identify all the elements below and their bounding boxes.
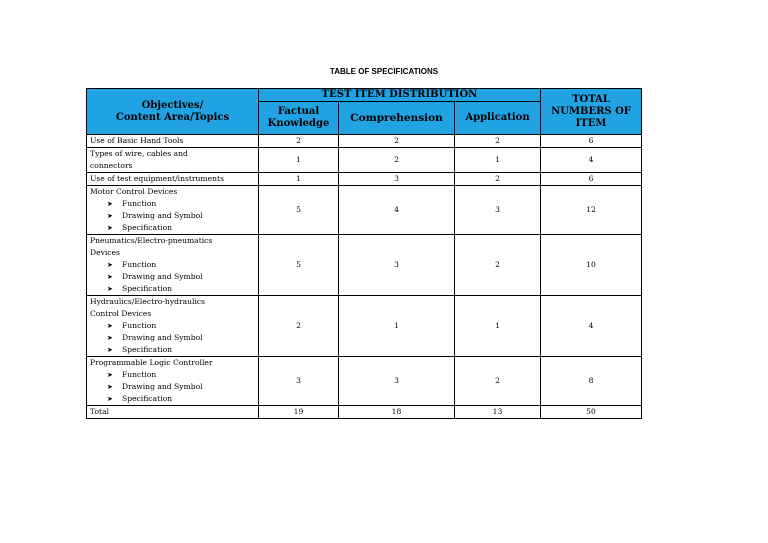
table-row [87,357,642,406]
topic-label-continued: Devices [90,248,120,257]
total-header: TOTAL NUMBERS OF ITEM [541,89,642,135]
application-cell: 2 [455,135,541,148]
subtopic-label: Specification [122,223,173,232]
comprehension-cell: 2 [339,135,455,148]
subtopic-item [90,283,255,295]
table-row [87,186,642,235]
totals-factual-cell: 19 [259,406,339,419]
subtopic-label: Drawing and Symbol [122,382,203,391]
table-row [87,235,642,296]
subtopic-item [90,198,255,210]
table-row [87,148,642,173]
objectives-header [87,89,259,135]
specifications-table [86,88,642,419]
factual-cell: 5 [259,235,339,296]
comprehension-cell: 3 [339,173,455,186]
topic-label: Programmable Logic Controller [90,358,213,367]
totals-row [87,406,642,419]
objectives-label: Objectives/ [141,99,204,111]
totals-comprehension-cell: 18 [339,406,455,419]
topic-cell [87,296,259,357]
subtopic-item [90,344,255,356]
factual-cell: 3 [259,357,339,406]
table-row [87,173,642,186]
comprehension-header: Comprehension [339,102,455,135]
application-cell: 1 [455,296,541,357]
subtopic-list [90,369,255,405]
subtopic-item [90,381,255,393]
topic-label: Pneumatics/Electro-pneumatics [90,236,213,245]
subtopic-list [90,259,255,295]
comprehension-cell: 2 [339,148,455,173]
topic-cell [87,235,259,296]
subtopic-item [90,332,255,344]
topics-label: Content Area/Topics [115,111,230,123]
application-cell: 2 [455,235,541,296]
topic-label: Motor Control Devices [90,187,178,196]
application-header: Application [455,102,541,135]
comprehension-cell: 1 [339,296,455,357]
subtopic-label: Drawing and Symbol [122,211,203,220]
subtopic-label: Drawing and Symbol [122,333,203,342]
subtopic-label: Function [122,260,157,269]
factual-cell: 1 [259,148,339,173]
application-cell: 2 [455,173,541,186]
subtopic-item [90,369,255,381]
total-cell: 12 [541,186,642,235]
topic-cell [87,357,259,406]
subtopic-label: Specification [122,394,173,403]
factual-cell: 5 [259,186,339,235]
factual-cell: 2 [259,296,339,357]
table-row [87,296,642,357]
comprehension-cell: 4 [339,186,455,235]
comprehension-cell: 3 [339,235,455,296]
distribution-header: TEST ITEM DISTRIBUTION [259,89,541,102]
topic-label-continued: connectors [90,161,133,170]
factual-header: Factual Knowledge [259,102,339,135]
totals-total-cell: 50 [541,406,642,419]
application-cell: 3 [455,186,541,235]
subtopic-label: Drawing and Symbol [122,272,203,281]
application-cell: 2 [455,357,541,406]
total-cell: 8 [541,357,642,406]
topic-label-continued: Control Devices [90,309,152,318]
totals-application-cell: 13 [455,406,541,419]
topic-label: Types of wire, cables and [90,149,188,158]
factual-cell: 1 [259,173,339,186]
application-cell: 1 [455,148,541,173]
factual-cell: 2 [259,135,339,148]
subtopic-item [90,259,255,271]
subtopic-item [90,210,255,222]
total-cell: 4 [541,148,642,173]
subtopic-list [90,320,255,356]
document-title: TABLE OF SPECIFICATIONS [329,67,439,76]
topic-cell [87,148,259,173]
subtopic-label: Function [122,370,157,379]
total-cell: 4 [541,296,642,357]
subtopic-label: Function [122,321,157,330]
topic-cell [87,135,259,148]
totals-label: Total [87,406,259,419]
topic-label: Use of Basic Hand Tools [90,136,184,145]
subtopic-item [90,271,255,283]
subtopic-label: Specification [122,345,173,354]
topic-label: Use of test equipment/instruments [90,174,224,183]
subtopic-item [90,393,255,405]
topic-cell [87,186,259,235]
subtopic-label: Specification [122,284,173,293]
subtopic-label: Function [122,199,157,208]
subtopic-item [90,320,255,332]
total-cell: 10 [541,235,642,296]
total-cell: 6 [541,135,642,148]
topic-label: Hydraulics/Electro-hydraulics [90,297,206,306]
total-cell: 6 [541,173,642,186]
subtopic-list [90,198,255,234]
comprehension-cell: 3 [339,357,455,406]
topic-cell [87,173,259,186]
subtopic-item [90,222,255,234]
table-row [87,135,642,148]
